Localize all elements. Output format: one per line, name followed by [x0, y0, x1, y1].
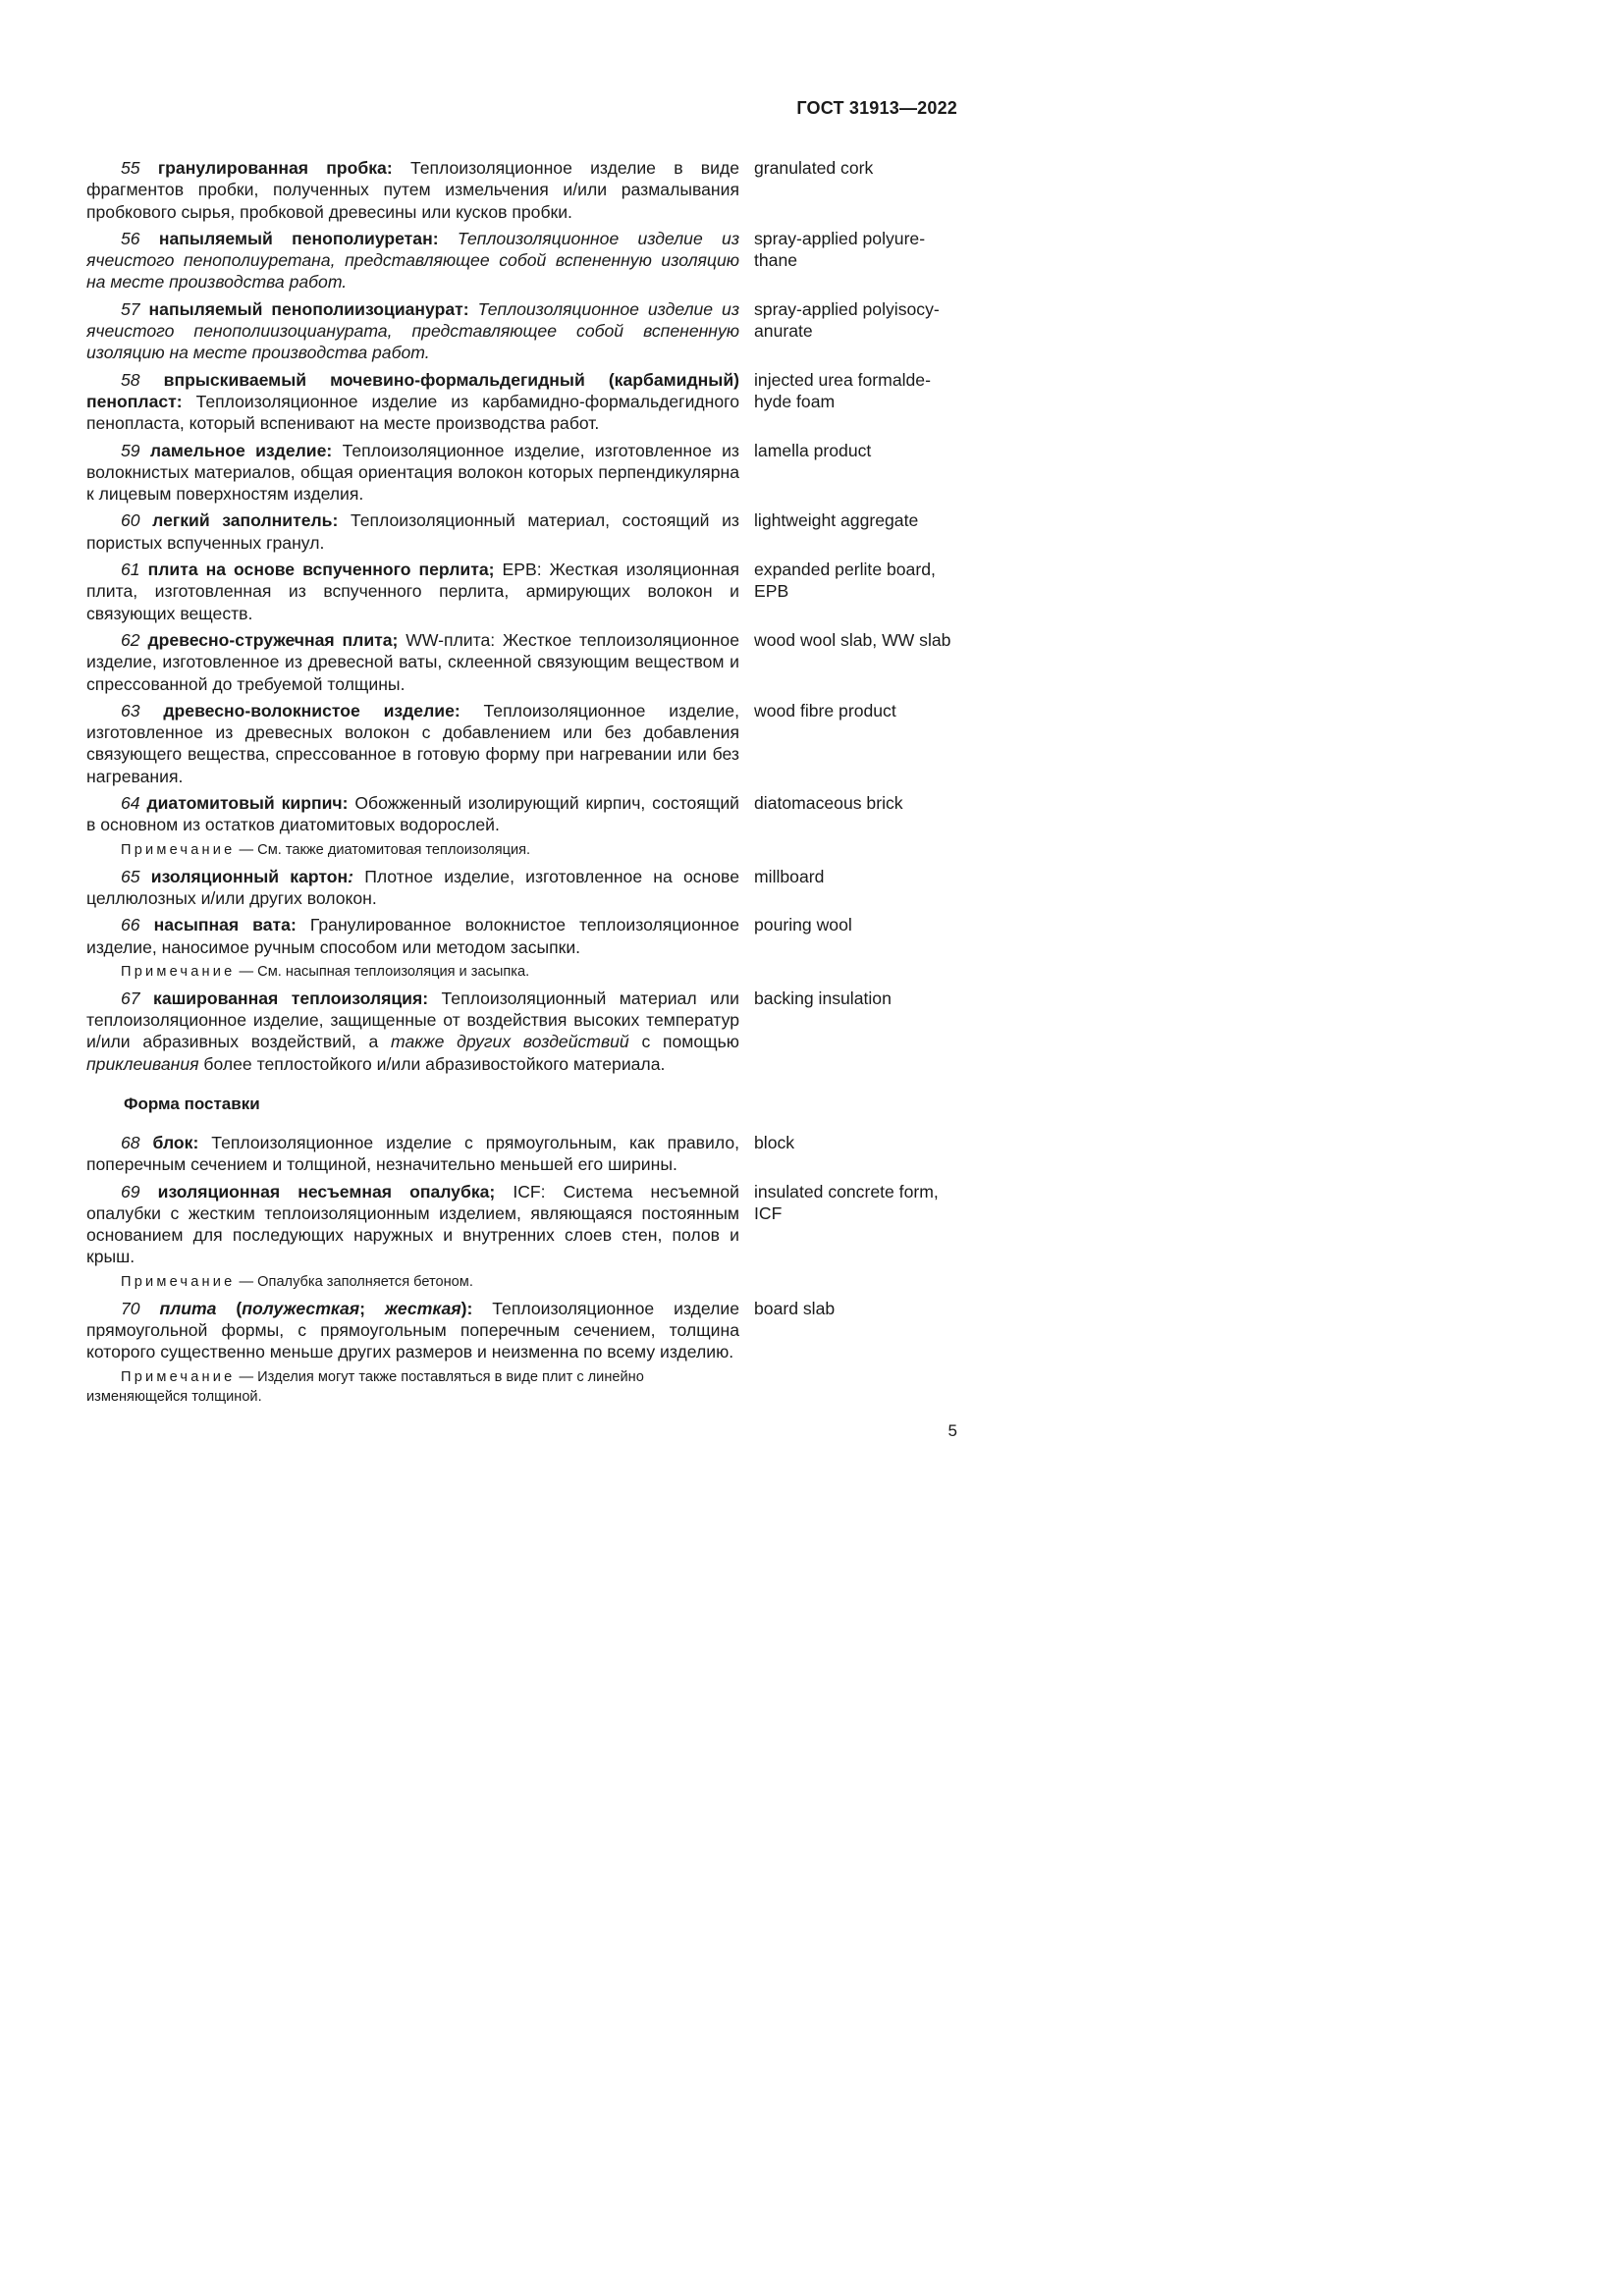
term-english: insulated concrete form, ICF: [754, 1181, 939, 1223]
term-english: wood fibre product: [754, 700, 896, 721]
term-name: легкий заполнитель:: [152, 510, 339, 531]
term-entry-65: [86, 866, 960, 910]
term-entry-58: [86, 369, 960, 435]
term-name: напыляемый пенополиуретан:: [158, 228, 439, 248]
term-definition: 57 напыляемый пенополиизоцианурат: Теплоизоляционное изделие из ячеистого пенополиизоцианурата, представляющее собой вспененную изоляцию на месте производства работ.: [86, 298, 739, 363]
terms-content: [86, 157, 960, 1407]
term-definition: 70 плита (полужесткая; жесткая): Теплоизоляционное изделие прямоугольной формы, с прямоугольным поперечным сечением, толщина которого существенно меньше других размеров и неизменна по всему изделию.: [86, 1298, 740, 1362]
term-name: древесно-стружечная плита;: [147, 629, 399, 650]
note-label: Примечание: [121, 963, 236, 980]
term-name: напыляемый пенополиизоцианурат:: [148, 298, 469, 319]
term-name: блок:: [152, 1132, 199, 1152]
term-definition: 60 легкий заполнитель: Теплоизоляционный материал, состоящий из пористых вспученных гранул.: [86, 510, 739, 553]
term-name: изоляционный картон: [150, 866, 349, 886]
term-english: spray-applied polyisocy-anurate: [754, 298, 940, 342]
term-name: изоляционная несъемная опалубка;: [157, 1181, 496, 1201]
term-name: плита на основе вспученного перлита;: [147, 560, 495, 580]
term-definition: 64 диатомитовый кирпич: Обожженный изолирующий кирпич, состоящий в основном из остатков диатомитовых водорослей.: [86, 793, 739, 835]
note-64: Примечание — См. также диатомитовая теплоизоляция.: [121, 841, 531, 858]
note-66: Примечание — См. насыпная теплоизоляция и засыпка.: [121, 963, 530, 980]
term-definition: 68 блок: Теплоизоляционное изделие с прямоугольным, как правило, поперечным сечением и толщиной, незначительно меньшей его ширины.: [86, 1132, 739, 1175]
term-definition: 65 изоляционный картон: Плотное изделие, изготовленное на основе целлюлозных и/или других волокон.: [86, 866, 739, 908]
term-name: ламельное изделие:: [149, 440, 333, 460]
term-english: granulated cork: [754, 158, 874, 178]
term-english: injected urea formalde-hyde foam: [754, 369, 931, 411]
term-definition: 61 плита на основе вспученного перлита; EPB: Жесткая изоляционная плита, изготовленная из вспученного перлита, армирующих волокон и связующих веществ.: [86, 560, 740, 623]
term-english: lightweight aggregate: [754, 510, 919, 531]
document-header: ГОСТ 31913—2022: [796, 98, 957, 118]
term-english: millboard: [754, 866, 825, 886]
term-entry-63: [86, 700, 960, 787]
term-definition: 59 ламельное изделие: Теплоизоляционное изделие, изготовленное из волокнистых материалов, общая ориентация волокон которых перпендикулярна к лицевым поверхностям изделия.: [86, 440, 739, 505]
term-english: lamella product: [754, 440, 872, 460]
term-definition: 55 гранулированная пробка: Теплоизоляционное изделие в виде фрагментов пробки, полученных путем измельчения и/или размалывания пробкового сырья, пробковой древесины или кусков пробки.: [86, 158, 740, 222]
term-entry-59: [86, 440, 960, 506]
note-label: Примечание: [121, 1368, 236, 1385]
note-label: Примечание: [121, 841, 236, 858]
term-name: плита: [159, 1298, 217, 1318]
term-definition: 66 насыпная вата: Гранулированное волокнистое теплоизоляционное изделие, наносимое ручным способом или методом засыпки.: [86, 915, 740, 957]
term-entry-61: [86, 559, 960, 624]
note-label: Примечание: [121, 1273, 236, 1290]
note-69: Примечание — Опалубка заполняется бетоном.: [121, 1273, 473, 1290]
term-english: wood wool slab, WW slab: [754, 629, 951, 650]
term-entry-60: [86, 509, 960, 554]
term-definition: 69 изоляционная несъемная опалубка; ICF: Система несъемной опалубки с жестким теплоизоляционным изделием, являющаяся постоянным основанием для последующих наружных и внутренних слоев стен, полов и крыш.: [86, 1181, 739, 1267]
term-entry-57: [86, 298, 960, 364]
term-definition: 63 древесно-волокнистое изделие: Теплоизоляционное изделие, изготовленное из древесных волокон с добавлением или без добавления связующего вещества, спрессованное в готовую форму при нагревании или без нагревания.: [86, 700, 739, 786]
term-english: spray-applied polyure-thane: [754, 228, 926, 271]
term-english: pouring wool: [754, 915, 852, 935]
term-definition: 62 древесно-стружечная плита; WW-плита: Жесткое теплоизоляционное изделие, изготовленное из древесной ваты, склеенной связующим веществом и спрессованной до требуемой толщины.: [86, 629, 739, 694]
term-entry-69: [86, 1181, 960, 1268]
term-english: backing insulation: [754, 988, 892, 1008]
term-english: expanded perlite board, EPB: [754, 560, 936, 602]
term-entry-55: [86, 157, 960, 223]
term-name: впрыскиваемый мочевино-формальдегидный (карбамидный) пенопласт:: [86, 369, 739, 411]
term-name: диатомитовый кирпич:: [146, 793, 349, 814]
term-entry-56: [86, 228, 960, 294]
term-definition: 56 напыляемый пенополиуретан: Теплоизоляционное изделие из ячеистого пенополиуретана, представляющее собой вспененную изоляцию на месте производства работ.: [86, 228, 739, 293]
term-entry-70: [86, 1298, 960, 1363]
term-entry-67: [86, 988, 960, 1075]
note-70: Примечание — Изделия могут также поставляться в виде плит с линейно изменяющейся толщиной.: [86, 1368, 644, 1405]
term-name: древесно-волокнистое изделие:: [163, 700, 460, 721]
section-heading: Форма поставки: [124, 1094, 260, 1113]
page-number: 5: [947, 1421, 957, 1440]
term-english: block: [754, 1132, 795, 1152]
term-english: board slab: [754, 1298, 836, 1318]
term-entry-64: [86, 792, 960, 836]
term-entry-62: [86, 629, 960, 695]
term-name: насыпная вата:: [153, 915, 297, 935]
term-name: кашированная теплоизоляция:: [153, 988, 429, 1008]
term-english: diatomaceous brick: [754, 793, 903, 814]
term-definition: 67 кашированная теплоизоляция: Теплоизоляционный материал или теплоизоляционное изделие, защищенные от воздействия высоких температур и/или абразивных воздействий, а также других воздействий с помощью приклеивания более теплостойкого и/или абразивостойкого материала.: [86, 988, 739, 1074]
term-entry-68: [86, 1132, 960, 1176]
term-definition: 58 впрыскиваемый мочевино-формальдегидный (карбамидный) пенопласт: Теплоизоляционное изделие из карбамидно-формальдегидного пенопласта, который вспенивают на месте производства работ.: [86, 369, 739, 434]
term-entry-66: [86, 914, 960, 958]
term-name: гранулированная пробка:: [157, 158, 393, 178]
